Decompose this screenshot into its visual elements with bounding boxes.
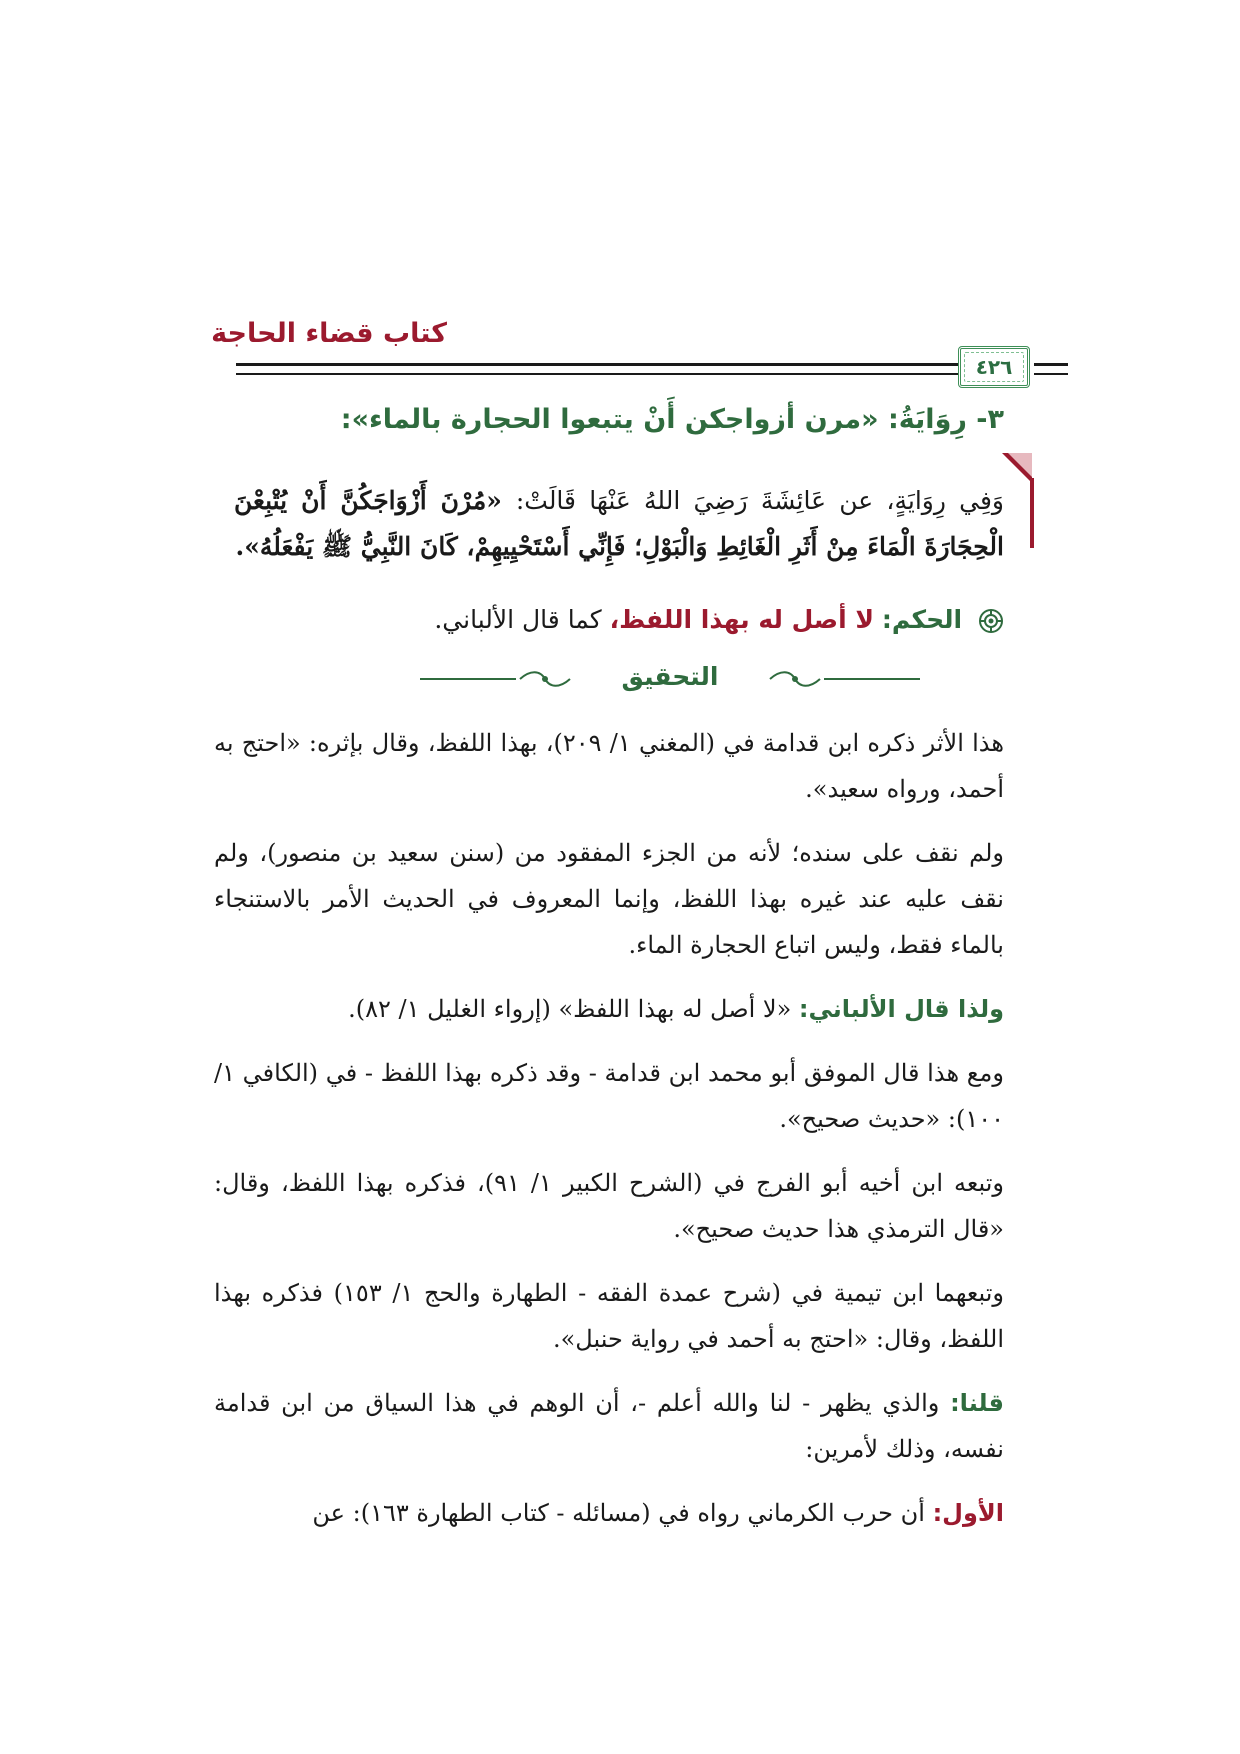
- paragraph: [214, 1490, 1004, 1536]
- divider-line: [420, 678, 516, 680]
- paragraph: [214, 1380, 1004, 1472]
- header-rule: [236, 373, 1010, 375]
- section-number: ٣-: [976, 404, 1004, 435]
- page-number-badge: [958, 346, 1030, 388]
- header-rule: [1034, 373, 1068, 375]
- paragraph-lead: قلنا:: [950, 1389, 1004, 1417]
- paragraph: [214, 1270, 1004, 1362]
- ruling-verdict: لا أصل له بهذا اللفظ،: [609, 605, 874, 634]
- paragraph: [214, 986, 1004, 1032]
- paragraph-lead: ولذا قال الألباني:: [798, 995, 1004, 1023]
- paragraph-text: ومع هذا قال الموفق أبو محمد ابن قدامة - وقد ذكره بهذا اللفظ - في (الكافي ١/ ١٠٠): «حديث صحيح».: [214, 1059, 1004, 1133]
- hadith-quote: «مُرْنَ أَزْوَاجَكُنَّ أَنْ يُتْبِعْنَ الْحِجَارَةَ الْمَاءَ مِنْ أَثَرِ الْغَائِطِ وَالْبَوْلِ؛ فَإِنِّي أَسْتَحْيِيهِمْ، كَانَ النَّبِيُّ ﷺ يَفْعَلُهُ».: [234, 486, 1004, 561]
- paragraph: [214, 720, 1004, 812]
- divider-ornament-icon: [768, 668, 822, 690]
- page-number: ٤٢٦: [975, 355, 1013, 379]
- hadith-marker: [1030, 478, 1034, 548]
- paragraph-text: وتبعهما ابن تيمية في (شرح عمدة الفقه - الطهارة والحج ١/ ١٥٣) فذكره بهذا اللفظ، وقال: «احتج به أحمد في رواية حنبل».: [214, 1279, 1004, 1353]
- paragraph-lead: الأول:: [932, 1499, 1004, 1527]
- paragraph-text: وتبعه ابن أخيه أبو الفرج في (الشرح الكبير ١/ ٩١)، فذكره بهذا اللفظ، وقال: «قال الترمذي هذا حديث صحيح».: [214, 1169, 1005, 1243]
- paragraph: [214, 1160, 1004, 1252]
- paragraph-text: هذا الأثر ذكره ابن قدامة في (المغني ١/ ٢٠٩)، بهذا اللفظ، وقال بإثره: «احتج به أحمد، ورواه سعيد».: [214, 729, 1004, 803]
- header-rule: [1034, 363, 1068, 366]
- divider-title: التحقيق: [621, 662, 719, 691]
- header-rule: [236, 363, 1010, 366]
- paragraph-text: ولم نقف على سنده؛ لأنه من الجزء المفقود من (سنن سعيد بن منصور)، ولم نقف عليه عند غيره بهذا اللفظ، وإنما المعروف في الحديث الأمر بالاستنجاء بالماء فقط، وليس اتباع الحجارة الماء.: [214, 839, 1004, 959]
- section-divider: [420, 664, 920, 694]
- paragraph: [214, 1050, 1004, 1142]
- hadith-text: [234, 478, 1004, 570]
- divider-line: [824, 678, 920, 680]
- ruling-source: كما قال الألباني.: [434, 605, 602, 634]
- paragraph-text: والذي يظهر - لنا والله أعلم -، أن الوهم في هذا السياق من ابن قدامة نفسه، وذلك لأمرين:: [214, 1389, 1004, 1463]
- section-label: رِوَايَةُ:: [888, 404, 967, 435]
- paragraph: [214, 830, 1004, 968]
- section-quote: «مرن أزواجكن أَنْ يتبعوا الحجارة بالماء»:: [340, 404, 879, 435]
- corner-ornament-icon: [1002, 453, 1032, 483]
- divider-ornament-icon: [518, 668, 572, 690]
- flower-ornament-icon: [978, 608, 1004, 634]
- paragraph-text: أن حرب الكرماني رواه في (مسائله - كتاب الطهارة ١٦٣): عن: [312, 1499, 933, 1527]
- body-text: [214, 720, 1004, 1554]
- ruling-label: الحكم:: [881, 605, 963, 634]
- ruling: [214, 605, 1004, 634]
- section-heading: [244, 404, 1004, 435]
- paragraph-text: «لا أصل له بهذا اللفظ» (إرواء الغليل ١/ ٨٢).: [348, 995, 799, 1023]
- running-title: كتاب قضاء الحاجة: [211, 318, 447, 349]
- hadith-intro: وَفِي رِوَايَةٍ، عن عَائِشَةَ رَضِيَ اللهُ عَنْهَا قَالَتْ:: [515, 486, 1004, 515]
